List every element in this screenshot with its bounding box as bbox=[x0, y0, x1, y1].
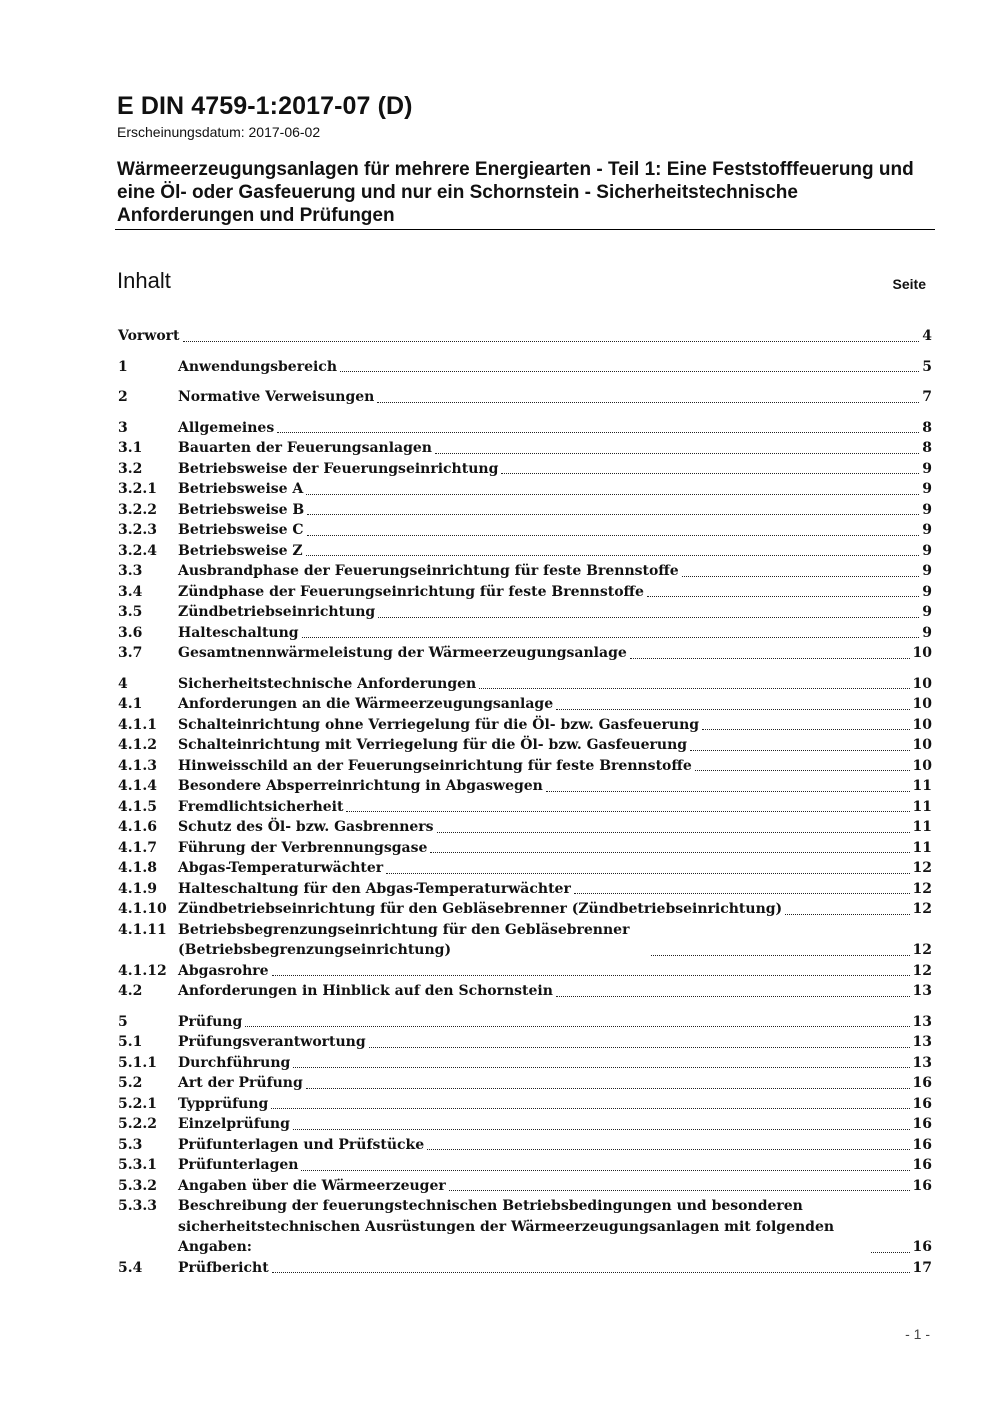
toc-leader-dots bbox=[272, 1272, 910, 1273]
toc-entry-label: Betriebsweise C bbox=[178, 522, 304, 538]
toc-leader-dots bbox=[785, 914, 909, 915]
toc-entry[interactable] bbox=[118, 438, 932, 459]
toc-entry-page: 16 bbox=[912, 1177, 932, 1194]
toc-entry-page: 13 bbox=[912, 1054, 932, 1071]
toc-entry[interactable] bbox=[118, 643, 932, 664]
toc-entry[interactable] bbox=[118, 1135, 932, 1156]
toc-leader-dots bbox=[306, 494, 919, 495]
toc-entry-label: Betriebsweise B bbox=[178, 501, 305, 518]
toc-entry-page: 10 bbox=[912, 716, 932, 733]
toc-leader-dots bbox=[501, 473, 919, 474]
toc-entry-number: 5.3.2 bbox=[118, 1177, 157, 1194]
toc-leader-dots bbox=[430, 852, 909, 853]
toc-entry-page: 10 bbox=[912, 737, 932, 753]
toc-entry[interactable] bbox=[118, 1258, 932, 1279]
toc-entry-page: 10 bbox=[912, 696, 932, 712]
toc-entry-page: 8 bbox=[922, 419, 932, 436]
toc-leader-dots bbox=[293, 1129, 910, 1130]
toc-entry-page: 5 bbox=[922, 358, 932, 375]
toc-leader-dots bbox=[427, 1149, 909, 1150]
toc-entry-number: 5.1.1 bbox=[118, 1054, 157, 1071]
toc-entry[interactable] bbox=[118, 561, 932, 582]
toc-entry[interactable] bbox=[118, 1176, 932, 1197]
toc-entry-number: 4.1.4 bbox=[118, 778, 157, 794]
toc-entry-page: 9 bbox=[922, 501, 932, 518]
toc-entry-page: 7 bbox=[922, 389, 932, 405]
toc-leader-dots bbox=[871, 1252, 910, 1253]
toc-leader-dots bbox=[307, 535, 920, 536]
toc-leader-dots bbox=[556, 996, 910, 997]
toc-entry[interactable] bbox=[118, 479, 932, 500]
toc-leader-dots bbox=[574, 893, 910, 894]
toc-entry-page: 9 bbox=[922, 583, 932, 600]
toc-entry[interactable] bbox=[118, 1094, 932, 1115]
toc-entry-number: 4.1.2 bbox=[118, 737, 157, 753]
toc-leader-dots bbox=[651, 955, 910, 956]
toc-leader-dots bbox=[293, 1067, 909, 1068]
toc-entry-page: 10 bbox=[912, 675, 932, 692]
toc-entry-label: Prüfbericht bbox=[178, 1259, 269, 1276]
toc-entry-number: 4.1.1 bbox=[118, 716, 157, 733]
toc-entry-label: Ausbrandphase der Feuerungseinrichtung für feste Brennstoffe bbox=[178, 563, 679, 579]
publication-date: Erscheinungsdatum: 2017-06-02 bbox=[117, 124, 321, 140]
toc-entry-number: 4.1.8 bbox=[118, 860, 157, 876]
toc-entry[interactable] bbox=[118, 357, 932, 378]
toc-entry-page: 13 bbox=[912, 1013, 932, 1030]
toc-page-column-label: Seite bbox=[892, 276, 926, 292]
toc-leader-dots bbox=[449, 1190, 910, 1191]
toc-entry-page: 10 bbox=[912, 757, 932, 774]
toc-entry-label: Zündbetriebseinrichtung bbox=[178, 604, 376, 620]
toc-leader-dots bbox=[272, 975, 910, 976]
toc-entry-page: 10 bbox=[912, 645, 932, 661]
toc-entry[interactable] bbox=[118, 459, 932, 480]
toc-entry-number: 4.1.9 bbox=[118, 880, 157, 897]
toc-entry-number: 3.2.3 bbox=[118, 522, 157, 538]
toc-entry-label: Einzelprüfung bbox=[178, 1116, 290, 1132]
toc-entry-page: 16 bbox=[912, 1095, 932, 1112]
toc-entry[interactable] bbox=[118, 1053, 932, 1074]
toc-entry-label: Betriebsweise A bbox=[178, 481, 304, 497]
toc-entry-number: 4.1.7 bbox=[118, 839, 157, 856]
toc-leader-dots bbox=[695, 770, 910, 771]
toc-entry[interactable] bbox=[118, 541, 932, 562]
toc-entry-label: Halteschaltung für den Abgas-Temperaturwächter bbox=[178, 880, 571, 897]
toc-entry-page: 11 bbox=[912, 839, 932, 856]
toc-leader-dots bbox=[306, 1088, 910, 1089]
toc-entry-label: Prüfungsverantwortung bbox=[178, 1034, 366, 1050]
toc-entry-number: 5.2.2 bbox=[118, 1116, 157, 1132]
toc-leader-dots bbox=[682, 576, 920, 577]
toc-entry[interactable] bbox=[118, 1032, 932, 1053]
toc-entry-number: 4.1.10 bbox=[118, 901, 167, 917]
toc-entry-number: 5 bbox=[118, 1013, 128, 1030]
toc-entry-label: Anforderungen in Hinblick auf den Schornstein bbox=[178, 983, 553, 999]
toc-leader-dots bbox=[690, 750, 909, 751]
toc-entry[interactable] bbox=[118, 623, 932, 644]
toc-entry-label: Abgasrohre bbox=[178, 962, 269, 979]
toc-entry-number: 2 bbox=[118, 389, 128, 405]
toc-entry-page: 13 bbox=[912, 1034, 932, 1050]
toc-entry-label: Vorwort bbox=[118, 328, 180, 344]
toc-leader-dots bbox=[302, 637, 920, 638]
toc-entry-page: 9 bbox=[922, 563, 932, 579]
toc-entry[interactable] bbox=[118, 817, 932, 838]
toc-entry-number: 4.1.5 bbox=[118, 798, 157, 815]
toc-entry-page: 9 bbox=[922, 542, 932, 559]
toc-entry-number: 5.3 bbox=[118, 1136, 143, 1153]
toc-leader-dots bbox=[183, 341, 920, 342]
toc-entry-label: Schalteinrichtung mit Verriegelung für die Öl- bzw. Gasfeuerung bbox=[178, 737, 688, 753]
toc-entry-label: Betriebsbegrenzungseinrichtung für den Gebläsebrenner (Betriebsbegrenzungseinrichtung) bbox=[178, 921, 630, 958]
toc-leader-dots bbox=[307, 514, 919, 515]
toc-entry[interactable] bbox=[118, 838, 932, 859]
toc-entry-number: 3.6 bbox=[118, 624, 143, 641]
toc-entry-page: 9 bbox=[922, 460, 932, 477]
toc-entry-label: Typprüfung bbox=[178, 1095, 269, 1112]
toc-entry-number: 3.7 bbox=[118, 645, 143, 661]
toc-entry[interactable] bbox=[118, 1114, 932, 1135]
toc-entry[interactable] bbox=[118, 797, 932, 818]
toc-entry-page: 9 bbox=[922, 604, 932, 620]
toc-entry-number: 3.2.1 bbox=[118, 481, 157, 497]
toc-entry-number: 3.4 bbox=[118, 583, 143, 600]
toc-entry[interactable] bbox=[118, 326, 932, 347]
toc-entry[interactable] bbox=[118, 674, 932, 695]
toc-leader-dots bbox=[556, 709, 909, 710]
toc-entry-page: 11 bbox=[912, 819, 932, 835]
toc-entry[interactable] bbox=[118, 418, 932, 439]
toc-entry-page: 8 bbox=[922, 440, 932, 456]
toc-entry-number: 5.4 bbox=[118, 1259, 143, 1276]
toc-leader-dots bbox=[301, 1170, 909, 1171]
toc-leader-dots bbox=[245, 1026, 909, 1027]
toc-leader-dots bbox=[378, 617, 919, 618]
document-title: Wärmeerzeugungsanlagen für mehrere Energiearten - Teil 1: Eine Feststofffeuerung und eine Öl- oder Gasfeuerung und nur ein Schornstein - Sicherheitstechnische Anforderungen und Prüfungen bbox=[117, 159, 914, 226]
toc-leader-dots bbox=[546, 791, 910, 792]
toc-leader-dots bbox=[630, 658, 910, 659]
toc-entry-label: Halteschaltung bbox=[178, 624, 299, 641]
toc-entry-label: Schalteinrichtung ohne Verriegelung für die Öl- bzw. Gasfeuerung bbox=[178, 716, 700, 733]
toc-entry[interactable] bbox=[118, 582, 932, 603]
toc-leader-dots bbox=[435, 453, 919, 454]
toc-entry[interactable] bbox=[118, 776, 932, 797]
toc-entry-label: Abgas-Temperaturwächter bbox=[178, 860, 384, 876]
toc-entry-number: 3.2.2 bbox=[118, 501, 157, 518]
toc-entry-number: 5.2.1 bbox=[118, 1095, 157, 1112]
toc-entry-page: 17 bbox=[912, 1259, 932, 1276]
table-of-contents bbox=[118, 326, 932, 1278]
document-id: E DIN 4759-1:2017-07 (D) bbox=[117, 92, 413, 120]
toc-entry-label: Betriebsweise der Feuerungseinrichtung bbox=[178, 460, 499, 477]
toc-entry[interactable] bbox=[118, 899, 932, 920]
toc-entry-page: 12 bbox=[912, 962, 932, 979]
toc-leader-dots bbox=[437, 832, 910, 833]
toc-entry[interactable] bbox=[118, 858, 932, 879]
toc-entry-page: 9 bbox=[922, 522, 932, 538]
toc-entry-number: 3.5 bbox=[118, 604, 143, 620]
page-number: - 1 - bbox=[905, 1326, 930, 1342]
toc-entry-label: Prüfunterlagen und Prüfstücke bbox=[178, 1136, 425, 1153]
toc-entry-page: 13 bbox=[912, 983, 932, 999]
toc-entry-number: 4.1.3 bbox=[118, 757, 157, 774]
toc-entry-page: 16 bbox=[912, 1075, 932, 1091]
toc-entry-label: Allgemeines bbox=[178, 419, 275, 436]
toc-entry-number: 4.1.11 bbox=[118, 921, 167, 938]
toc-entry-page: 16 bbox=[912, 1116, 932, 1132]
toc-entry-number: 5.1 bbox=[118, 1034, 143, 1050]
toc-entry-page: 11 bbox=[912, 778, 932, 794]
toc-entry[interactable] bbox=[118, 387, 932, 408]
toc-entry-label: Prüfunterlagen bbox=[178, 1157, 299, 1173]
toc-entry[interactable] bbox=[118, 500, 932, 521]
toc-entry-label: Normative Verweisungen bbox=[178, 389, 375, 405]
toc-entry[interactable] bbox=[118, 520, 932, 541]
toc-entry[interactable] bbox=[118, 1196, 932, 1258]
toc-entry-label: Anwendungsbereich bbox=[178, 358, 337, 375]
toc-entry-label: Zündbetriebseinrichtung für den Gebläsebrenner (Zündbetriebseinrichtung) bbox=[178, 901, 783, 917]
title-divider bbox=[115, 229, 935, 230]
toc-leader-dots bbox=[647, 596, 919, 597]
toc-entry-label: Führung der Verbrennungsgase bbox=[178, 839, 428, 856]
toc-entry-page: 4 bbox=[922, 328, 932, 344]
toc-entry-page: 16 bbox=[912, 1136, 932, 1153]
toc-entry-page: 11 bbox=[912, 798, 932, 815]
toc-entry-page: 12 bbox=[912, 880, 932, 897]
toc-entry-label: Sicherheitstechnische Anforderungen bbox=[178, 675, 477, 692]
toc-leader-dots bbox=[386, 873, 909, 874]
toc-entry-page: 12 bbox=[912, 901, 932, 917]
toc-leader-dots bbox=[306, 555, 920, 556]
toc-entry-page: 9 bbox=[922, 624, 932, 641]
toc-entry-label: Betriebsweise Z bbox=[178, 542, 303, 559]
toc-leader-dots bbox=[346, 811, 909, 812]
toc-entry[interactable] bbox=[118, 756, 932, 777]
toc-entry-page: 16 bbox=[912, 1157, 932, 1173]
toc-entry-label: Beschreibung der feuerungstechnischen Betriebsbedingungen und besonderen sicherheitstechnischen Ausrüstungen der Wärmeerzeugungsanlagen mit folgenden Angaben: bbox=[178, 1198, 835, 1255]
toc-entry-label: Hinweisschild an der Feuerungseinrichtung für feste Brennstoffe bbox=[178, 757, 692, 774]
toc-entry-number: 3.2 bbox=[118, 460, 143, 477]
toc-entry-label: Bauarten der Feuerungsanlagen bbox=[178, 440, 432, 456]
toc-entry-number: 3.2.4 bbox=[118, 542, 157, 559]
toc-entry[interactable] bbox=[118, 735, 932, 756]
toc-leader-dots bbox=[277, 432, 919, 433]
toc-entry-number: 4.1.12 bbox=[118, 962, 167, 979]
toc-entry-page: 16 bbox=[912, 1239, 932, 1255]
toc-entry-label: Durchführung bbox=[178, 1054, 291, 1071]
toc-entry[interactable] bbox=[118, 602, 932, 623]
toc-entry-number: 5.3.3 bbox=[118, 1198, 157, 1214]
toc-entry-page: 12 bbox=[912, 942, 932, 958]
toc-entry[interactable] bbox=[118, 715, 932, 736]
toc-entry-label: Fremdlichtsicherheit bbox=[178, 798, 344, 815]
toc-entry-label: Schutz des Öl- bzw. Gasbrenners bbox=[178, 819, 434, 835]
toc-entry[interactable] bbox=[118, 920, 932, 961]
toc-entry-number: 4.1 bbox=[118, 696, 143, 712]
toc-entry-label: Art der Prüfung bbox=[178, 1075, 303, 1091]
toc-entry[interactable] bbox=[118, 981, 932, 1002]
toc-entry[interactable] bbox=[118, 879, 932, 900]
toc-entry-label: Angaben über die Wärmeerzeuger bbox=[178, 1177, 446, 1194]
toc-leader-dots bbox=[479, 688, 909, 689]
toc-entry[interactable] bbox=[118, 961, 932, 982]
toc-entry-number: 4 bbox=[118, 675, 128, 692]
toc-entry-number: 5.2 bbox=[118, 1075, 143, 1091]
toc-entry[interactable] bbox=[118, 694, 932, 715]
toc-entry-number: 5.3.1 bbox=[118, 1157, 157, 1173]
toc-entry-label: Gesamtnennwärmeleistung der Wärmeerzeugungsanlage bbox=[178, 645, 627, 661]
toc-entry-page: 12 bbox=[912, 860, 932, 876]
toc-entry-label: Prüfung bbox=[178, 1013, 243, 1030]
toc-leader-dots bbox=[340, 371, 919, 372]
toc-leader-dots bbox=[369, 1047, 910, 1048]
toc-entry-number: 4.1.6 bbox=[118, 819, 157, 835]
toc-entry[interactable] bbox=[118, 1012, 932, 1033]
toc-entry-number: 3 bbox=[118, 419, 128, 436]
toc-leader-dots bbox=[271, 1108, 909, 1109]
toc-heading: Inhalt bbox=[117, 268, 171, 293]
toc-entry[interactable] bbox=[118, 1155, 932, 1176]
toc-entry-page: 9 bbox=[922, 481, 932, 497]
toc-entry-label: Anforderungen an die Wärmeerzeugungsanlage bbox=[178, 696, 554, 712]
toc-leader-dots bbox=[702, 729, 909, 730]
toc-entry-number: 1 bbox=[118, 358, 128, 375]
toc-entry-label: Besondere Absperreinrichtung in Abgaswegen bbox=[178, 778, 543, 794]
toc-entry-number: 4.2 bbox=[118, 983, 143, 999]
toc-leader-dots bbox=[377, 402, 919, 403]
toc-entry[interactable] bbox=[118, 1073, 932, 1094]
toc-entry-number: 3.3 bbox=[118, 563, 143, 579]
toc-entry-number: 3.1 bbox=[118, 440, 143, 456]
toc-entry-label: Zündphase der Feuerungseinrichtung für feste Brennstoffe bbox=[178, 583, 644, 600]
